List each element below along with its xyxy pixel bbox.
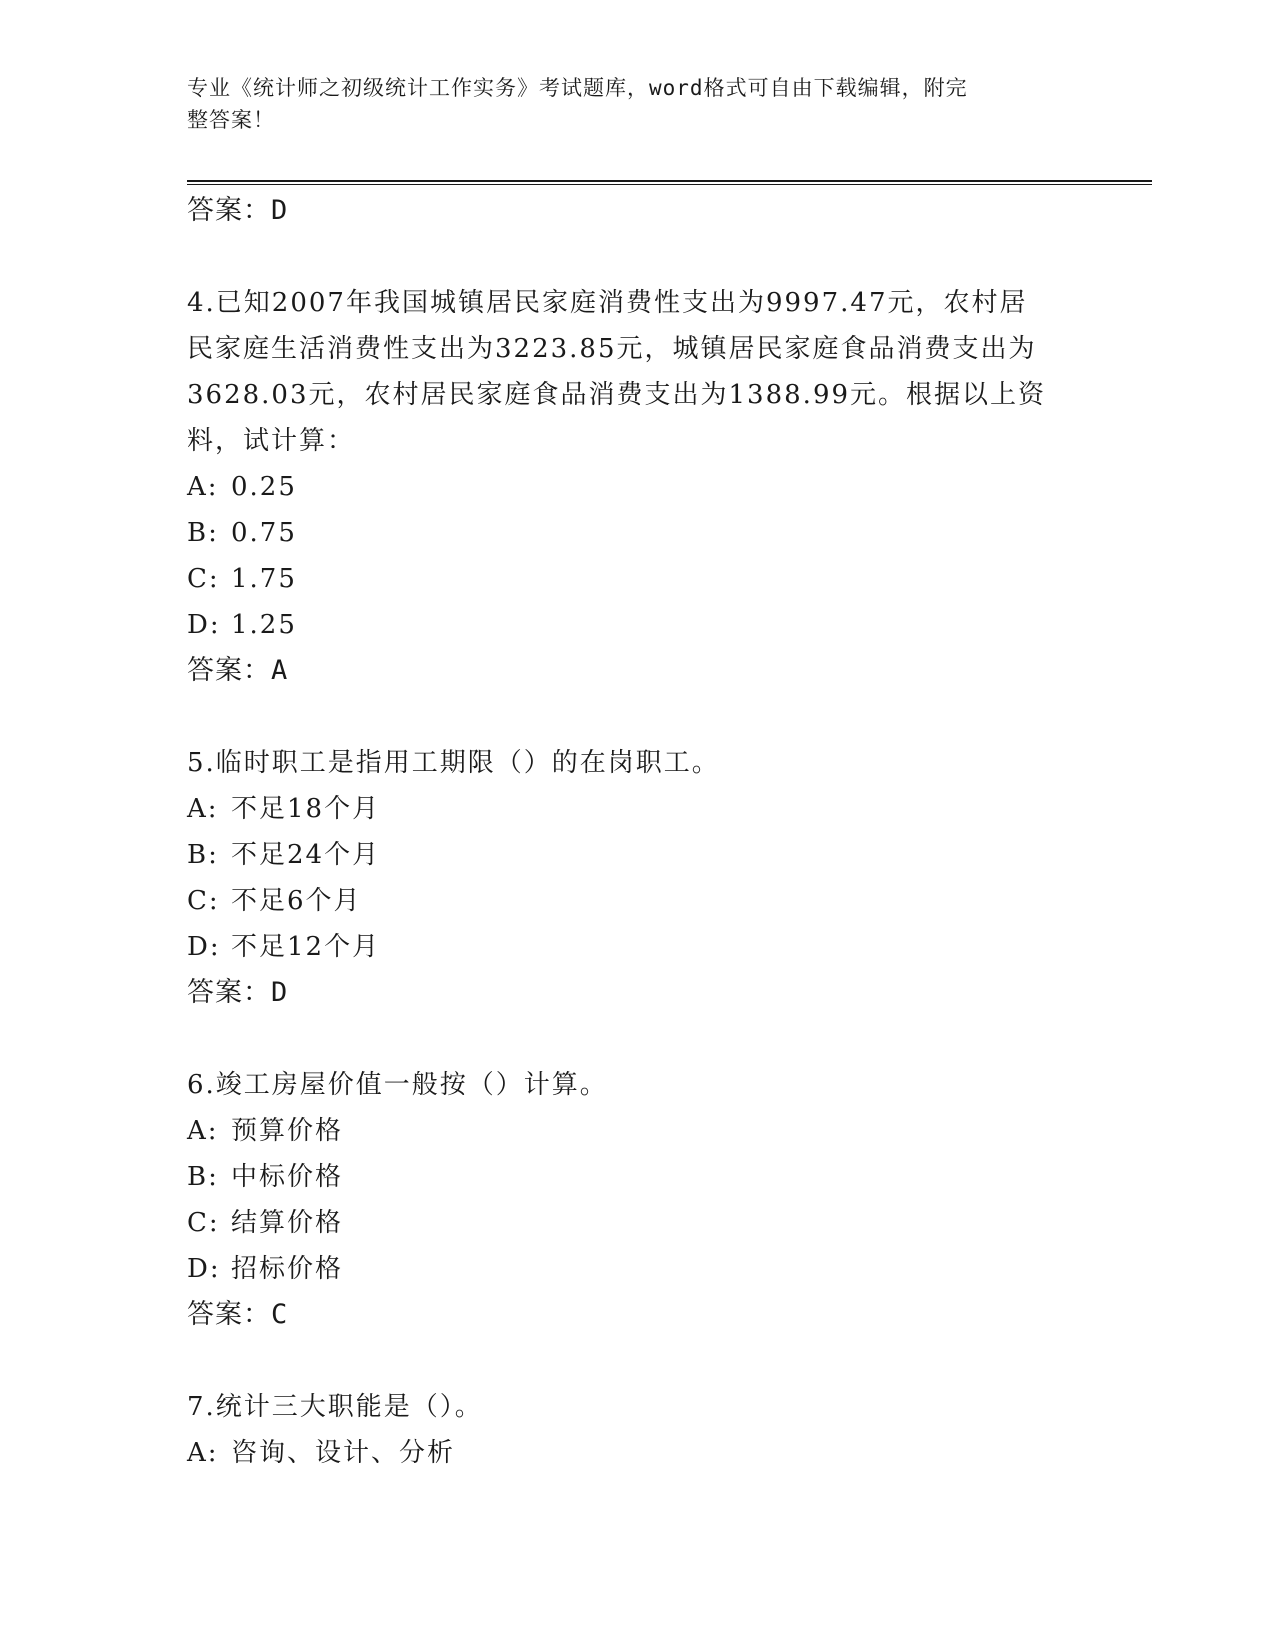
question-text-line: 4.已知2007年我国城镇居民家庭消费性支出为9997.47元，农村居 [187, 288, 1028, 318]
answer: 答案：D [187, 977, 289, 1008]
option-a [187, 786, 1087, 832]
option-text: 1.75 [231, 564, 297, 594]
option-label: D: [187, 610, 221, 640]
option-label: C: [187, 1208, 220, 1238]
question-text-line: 5.临时职工是指用工期限（）的在岗职工。 [187, 748, 720, 778]
question-6 [187, 1062, 1087, 1338]
answer: 答案：A [187, 655, 289, 686]
option-label: A: [187, 1438, 219, 1468]
question-4 [187, 280, 1087, 694]
previous-answer: 答案：D [187, 195, 289, 226]
option-label: A: [187, 794, 219, 824]
option-text: 不足24个月 [231, 840, 381, 870]
document-header [187, 72, 1067, 136]
header-rule-thin [187, 184, 1152, 185]
option-label: B: [187, 518, 219, 548]
header-rule-thick [187, 180, 1152, 182]
option-text: 结算价格 [231, 1208, 344, 1238]
option-label: B: [187, 840, 219, 870]
header-line-2: 整答案！ [187, 108, 275, 132]
option-text: 不足12个月 [231, 932, 381, 962]
spacer [187, 1338, 1087, 1384]
question-text-line: 6.竣工房屋价值一般按（）计算。 [187, 1070, 608, 1100]
option-text: 咨询、设计、分析 [231, 1438, 456, 1468]
question-text-line: 7.统计三大职能是（）。 [187, 1392, 483, 1422]
option-a [187, 464, 1087, 510]
option-text: 0.75 [231, 518, 297, 548]
question-text-line: 3628.03元，农村居民家庭食品消费支出为1388.99元。根据以上资 [187, 380, 1047, 410]
answer: 答案：C [187, 1299, 289, 1330]
option-text: 不足18个月 [231, 794, 381, 824]
option-label: A: [187, 1116, 219, 1146]
option-label: D: [187, 932, 221, 962]
spacer [187, 1016, 1087, 1062]
option-a [187, 1430, 1087, 1476]
option-label: A: [187, 472, 219, 502]
option-label: B: [187, 1162, 219, 1192]
option-d [187, 1246, 1087, 1292]
question-list [187, 188, 1087, 1476]
option-text: 中标价格 [231, 1162, 344, 1192]
option-c [187, 878, 1087, 924]
question-text-line: 料，试计算： [187, 426, 356, 456]
option-text: 0.25 [231, 472, 297, 502]
option-a [187, 1108, 1087, 1154]
option-label: C: [187, 564, 220, 594]
option-text: 1.25 [231, 610, 297, 640]
option-label: D: [187, 1254, 221, 1284]
option-text: 预算价格 [231, 1116, 344, 1146]
option-b [187, 1154, 1087, 1200]
question-5 [187, 740, 1087, 1016]
option-text: 招标价格 [231, 1254, 344, 1284]
header-line-1: 专业《统计师之初级统计工作实务》考试题库，word格式可自由下载编辑，附完 [187, 76, 968, 100]
option-label: C: [187, 886, 220, 916]
question-7 [187, 1384, 1087, 1476]
option-c [187, 1200, 1087, 1246]
option-b [187, 510, 1087, 556]
option-d [187, 924, 1087, 970]
option-text: 不足6个月 [231, 886, 362, 916]
spacer [187, 234, 1087, 280]
option-b [187, 832, 1087, 878]
option-c [187, 556, 1087, 602]
option-d [187, 602, 1087, 648]
spacer [187, 694, 1087, 740]
question-text-line: 民家庭生活消费性支出为3223.85元，城镇居民家庭食品消费支出为 [187, 334, 1037, 364]
